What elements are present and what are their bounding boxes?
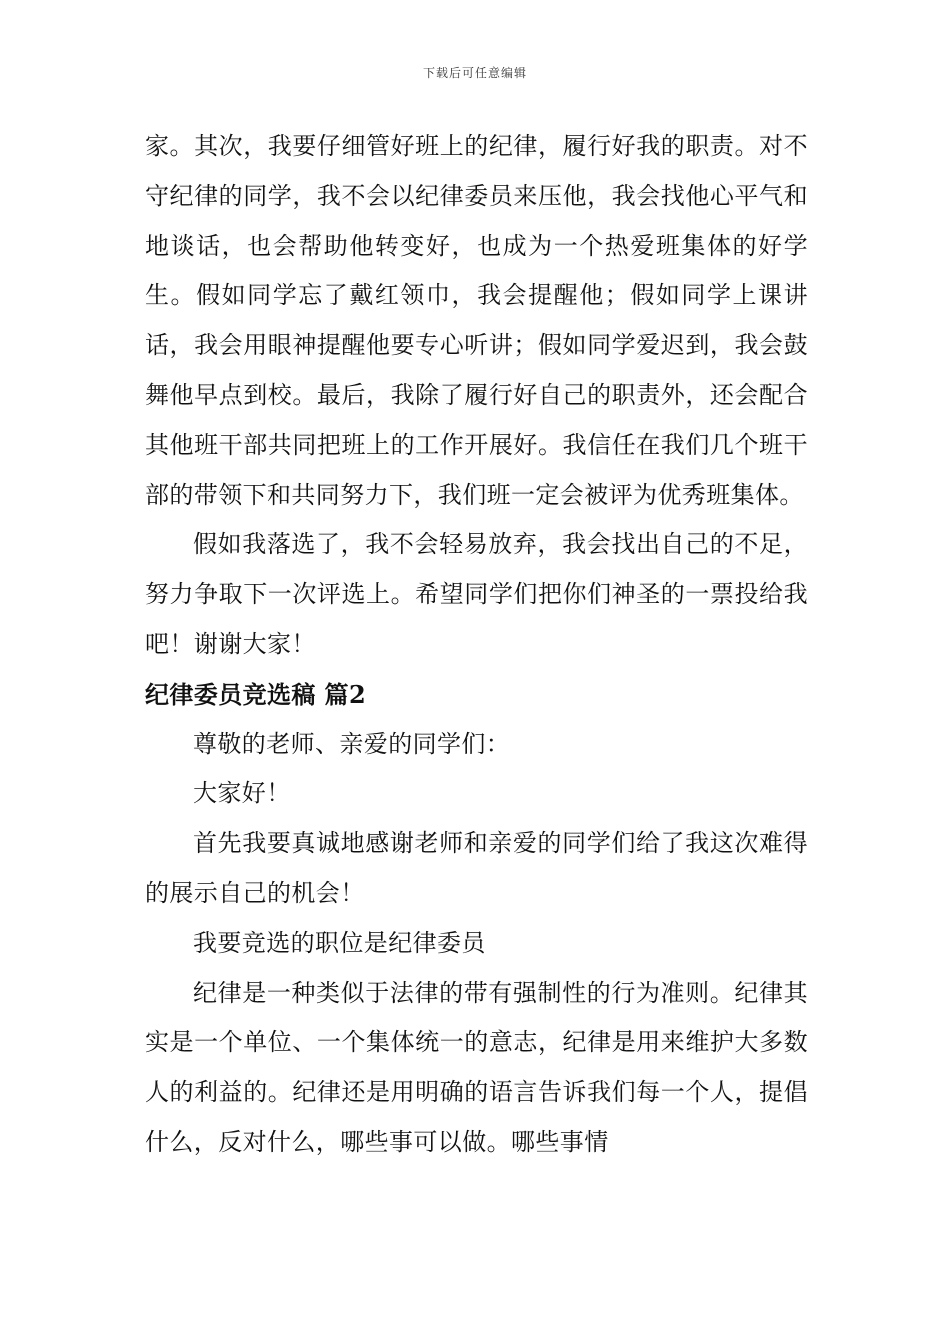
paragraph-thanks: 首先我要真诚地感谢老师和亲爱的同学们给了我这次难得的展示自己的机会！ <box>145 829 808 907</box>
section-title: 纪律委员竞选稿 篇2 <box>145 679 367 709</box>
paragraph-continued: 家。其次，我要仔细管好班上的纪律，履行好我的职责。对不守纪律的同学，我不会以纪律委员来压他，我会找他心平气和地谈话，也会帮助他转变好，也成为一个热爱班集体的好学生。假如同学忘了戴红领巾，我会提醒他；假如同学上课讲话，我会用眼神提醒他要专心听讲；假如同学爱迟到，我会鼓舞他早点到校。最后，我除了履行好自己的职责外，还会配合其他班干部共同把班上的工作开展好。我信任在我们几个班干部的带领下和共同努力下，我们班一定会被评为优秀班集体。 <box>145 132 808 509</box>
paragraph-discipline: 纪律是一种类似于法律的带有强制性的行为准则。纪律其实是一个单位、一个集体统一的意志，纪律是用来维护大多数人的利益的。纪律还是用明确的语言告诉我们每一个人，提倡什么，反对什么，哪些事可以做。哪些事情 <box>145 978 808 1156</box>
greeting: 大家好！ <box>193 779 291 808</box>
paragraph-closing: 假如我落选了，我不会轻易放弃，我会找出自己的不足，努力争取下一次评选上。希望同学们把你们神圣的一票投给我吧！谢谢大家！ <box>145 530 808 658</box>
salutation: 尊敬的老师、亲爱的同学们： <box>193 729 511 758</box>
document-body <box>145 122 808 1168</box>
header-note: 下载后可任意编辑 <box>422 66 527 80</box>
paragraph-position: 我要竞选的职位是纪律委员 <box>193 928 486 957</box>
